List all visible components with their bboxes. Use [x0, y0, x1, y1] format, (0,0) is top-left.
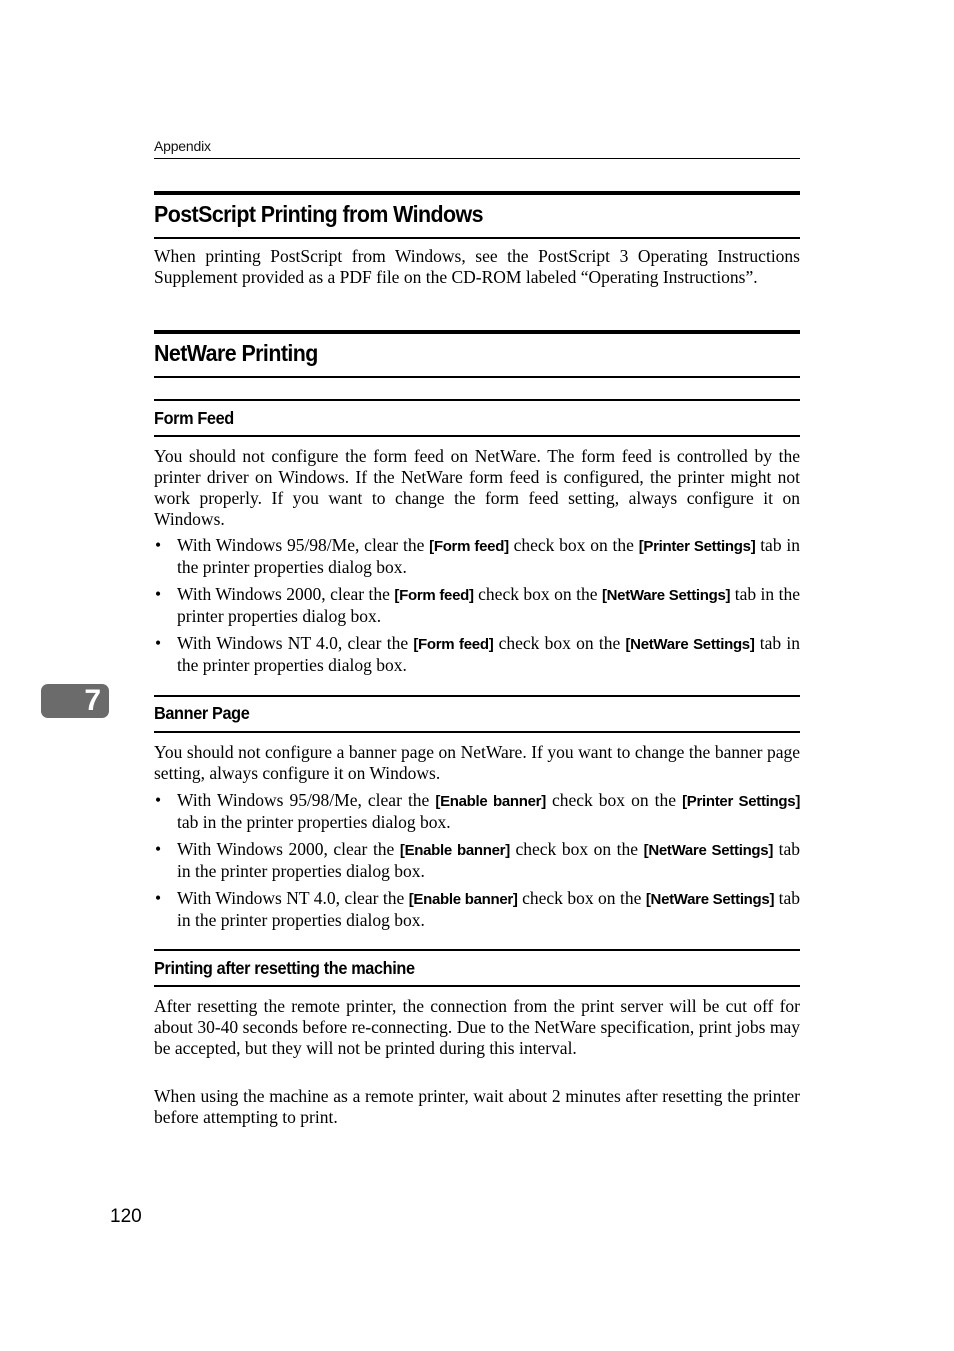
header-rule — [154, 158, 800, 159]
postscript-paragraph: When printing PostScript from Windows, see the PostScript 3 Operating Instructions Supplement provided as a PDF file on the CD-ROM labeled “Operating Instructions”. — [154, 246, 800, 287]
bullet-dot: • — [155, 584, 162, 604]
ui-label: [Form feed] — [413, 636, 494, 653]
running-head: Appendix — [154, 138, 211, 154]
ui-label: [Enable banner] — [408, 891, 518, 908]
subsection-top-rule — [154, 949, 800, 951]
reset-paragraph-2: When using the machine as a remote printer, wait about 2 minutes after resetting the printer before attempting to print. — [154, 1086, 800, 1127]
bullet-dot: • — [155, 790, 162, 810]
ui-label: [Enable banner] — [399, 842, 510, 859]
form-feed-bullet-list — [154, 535, 800, 682]
subsection-title-banner-page: Banner Page — [154, 703, 250, 723]
ui-label: [Printer Settings] — [682, 793, 801, 810]
section-top-rule — [154, 330, 800, 334]
bullet-item: • With Windows 2000, clear the [Enable banner] check box on the [NetWare Settings] tab in the printer properties dialog box. — [155, 839, 800, 881]
ui-label: [Form feed] — [394, 587, 474, 604]
subsection-bottom-rule — [154, 435, 800, 437]
ui-label: [Form feed] — [429, 538, 509, 555]
bullet-item: • With Windows 95/98/Me, clear the [Enable banner] check box on the [Printer Settings] tab in the printer properties dialog box. — [155, 790, 801, 832]
ui-label: [Enable banner] — [435, 793, 546, 810]
banner-page-paragraph: You should not configure a banner page on NetWare. If you want to change the banner page setting, always configure it on Windows. — [154, 742, 800, 783]
ui-label: [Printer Settings] — [638, 538, 756, 555]
bullet-dot: • — [155, 535, 162, 555]
chapter-tab: 7 — [41, 684, 109, 718]
ui-label: [NetWare Settings] — [625, 636, 755, 653]
bullet-item: • With Windows 2000, clear the [Form feed] check box on the [NetWare Settings] tab in the printer properties dialog box. — [155, 584, 800, 626]
section-title-netware: NetWare Printing — [154, 340, 318, 366]
section-title-postscript: PostScript Printing from Windows — [154, 201, 483, 227]
subsection-top-rule — [154, 695, 800, 697]
bullet-item: • With Windows NT 4.0, clear the [Enable banner] check box on the [NetWare Settings] tab in the printer properties dialog box. — [155, 888, 800, 930]
bullet-dot: • — [155, 888, 162, 908]
bullet-dot: • — [155, 633, 162, 653]
section-bottom-rule — [154, 237, 800, 239]
section-top-rule — [154, 191, 800, 195]
reset-paragraph-1: After resetting the remote printer, the connection from the print server will be cut off for about 30-40 seconds before re-connecting. Due to the NetWare specification, print jobs may be accepted, but they will not be printed during this interval. — [154, 996, 800, 1058]
ui-label: [NetWare Settings] — [601, 587, 731, 604]
bullet-item: • With Windows NT 4.0, clear the [Form feed] check box on the [NetWare Settings] tab in the printer properties dialog box. — [155, 633, 800, 675]
banner-page-bullet-list — [154, 790, 800, 937]
section-bottom-rule — [154, 376, 800, 378]
subsection-top-rule — [154, 399, 800, 401]
page-number: 120 — [110, 1206, 142, 1227]
ui-label: [NetWare Settings] — [645, 891, 775, 908]
form-feed-paragraph: You should not configure the form feed on NetWare. The form feed is controlled by the printer driver on Windows. If the NetWare form feed is configured, the printer might not work properly. If you want to change the form feed setting, always configure it on Windows. — [154, 446, 800, 529]
subsection-bottom-rule — [154, 731, 800, 733]
bullet-item: • With Windows 95/98/Me, clear the [Form feed] check box on the [Printer Settings] tab in the printer properties dialog box. — [155, 535, 800, 577]
ui-label: [NetWare Settings] — [643, 842, 774, 859]
subsection-bottom-rule — [154, 985, 800, 987]
subsection-title-printing-after-reset: Printing after resetting the machine — [154, 958, 415, 978]
bullet-dot: • — [155, 839, 162, 859]
subsection-title-form-feed: Form Feed — [154, 408, 234, 428]
